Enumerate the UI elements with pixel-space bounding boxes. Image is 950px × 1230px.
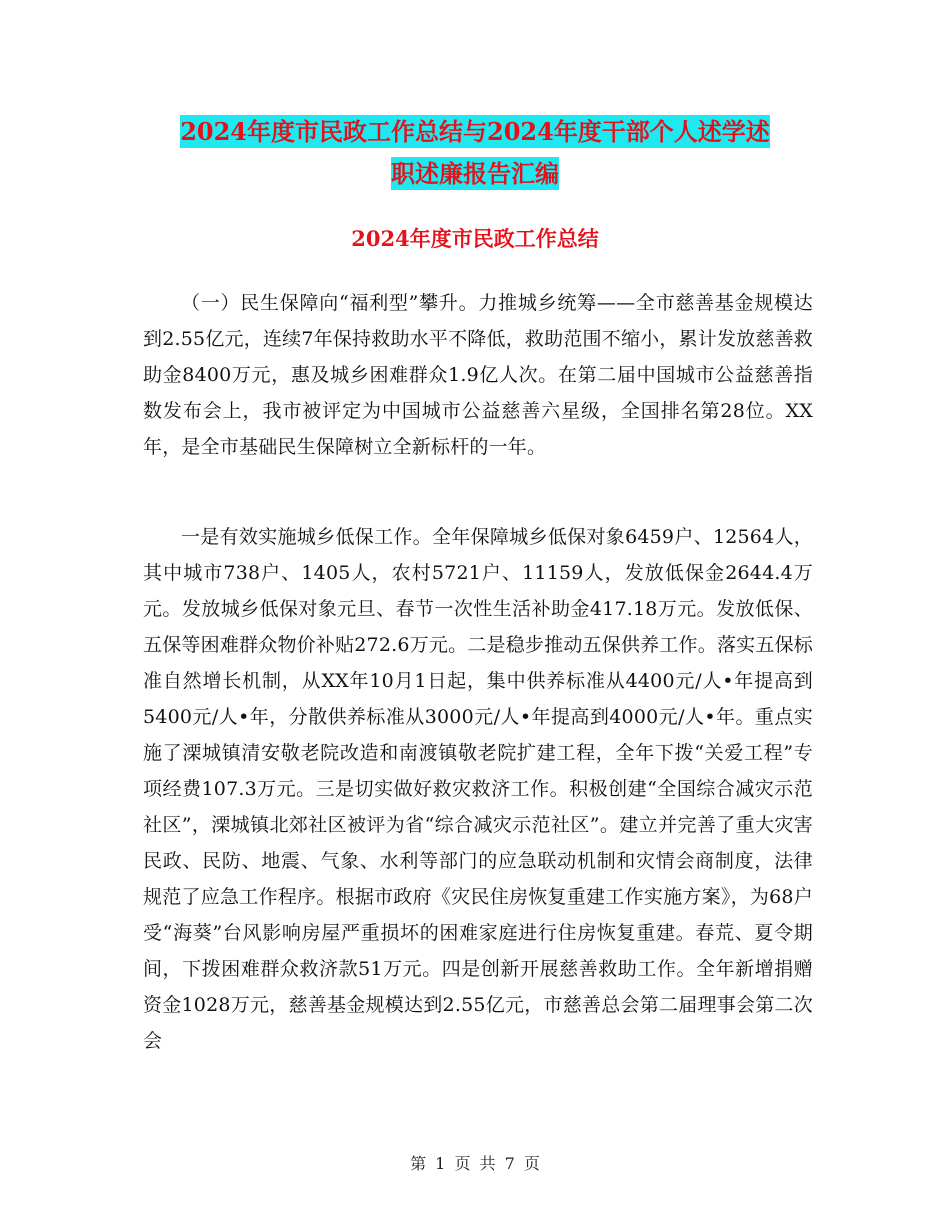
- section-title: 2024年度市民政工作总结: [351, 226, 599, 251]
- document-title-line-2: [0, 155, 950, 193]
- body-paragraph-2-block: [143, 519, 813, 1059]
- document-title-text-2: 职述廉报告汇编: [391, 159, 559, 188]
- page-footer: 第 1 页 共 7 页: [410, 1154, 540, 1173]
- body-paragraph-1: （一）民生保障向“福利型”攀升。力推城乡统筹——全市慈善基金规模达到2.55亿元，连续7年保持救助水平不降低，救助范围不缩小，累计发放慈善救助金8400万元，惠及城乡困难群众1.9亿人次。在第二届中国城市公益慈善指数发布会上，我市被评定为中国城市公益慈善六星级，全国排名第28位。XX年，是全市基础民生保障树立全新标杆的一年。: [143, 292, 813, 458]
- document-title-text-1: 2024年度市民政工作总结与2024年度干部个人述学述: [180, 117, 770, 146]
- body-paragraph-2: 一是有效实施城乡低保工作。全年保障城乡低保对象6459户、12564人，其中城市738户、1405人，农村5721户、11159人，发放低保金2644.4万元。发放城乡低保对象元旦、春节一次性生活补助金417.18万元。发放低保、五保等困难群众物价补贴272.6万元。二是稳步推动五保供养工作。落实五保标准自然增长机制，从XX年10月1日起，集中供养标准从4400元/人•年提高到5400元/人•年，分散供养标准从3000元/人•年提高到4000元/人•年。重点实施了溧城镇清安敬老院改造和南渡镇敬老院扩建工程，全年下拨“关爱工程”专项经费107.3万元。三是切实做好救灾救济工作。积极创建“全国综合减灾示范社区”，溧城镇北郊社区被评为省“综合减灾示范社区”。建立并完善了重大灾害民政、民防、地震、气象、水利等部门的应急联动机制和灾情会商制度，法律规范了应急工作程序。根据市政府《灾民住房恢复重建工作实施方案》，为68户受“海葵”台风影响房屋严重损坏的困难家庭进行住房恢复重建。春荒、夏令期间，下拨困难群众救济款51万元。四是创新开展慈善救助工作。全年新增捐赠资金1028万元，慈善基金规模达到2.55亿元，市慈善总会第二届理事会第二次会: [143, 526, 813, 1052]
- body-paragraph-1-block: [143, 285, 813, 465]
- document-title-line-1: [0, 113, 950, 151]
